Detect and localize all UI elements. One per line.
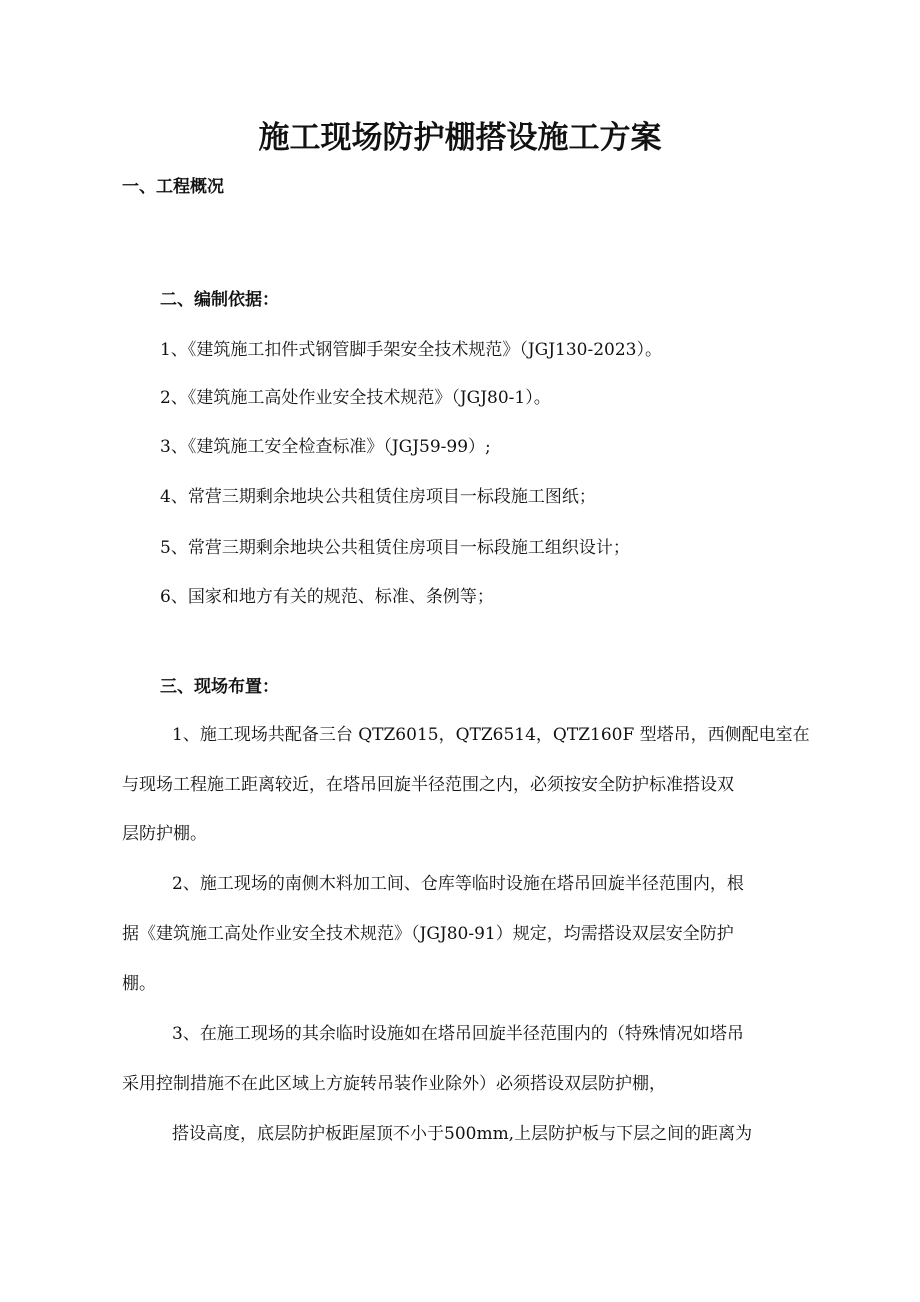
list-item: 2、《建筑施工高处作业安全技术规范》（JGJ80-1）。	[160, 388, 551, 408]
paragraph-line: 2、施工现场的南侧木料加工间、仓库等临时设施在塔吊回旋半径范围内，根	[172, 874, 744, 894]
paragraph-line: 采用控制措施不在此区域上方旋转吊装作业除外）必须搭设双层防护棚，	[122, 1074, 666, 1094]
list-item: 3、《建筑施工安全检查标准》（JGJ59-99）;	[160, 437, 491, 457]
section-heading-overview: 一、工程概况	[122, 177, 224, 197]
page-title: 施工现场防护棚搭设施工方案	[258, 120, 662, 156]
paragraph-line: 据《建筑施工高处作业安全技术规范》（JGJ80-91）规定，均需搭设双层安全防护	[122, 924, 734, 944]
list-item: 6、国家和地方有关的规范、标准、条例等；	[160, 587, 494, 607]
paragraph-line: 与现场工程施工距离较近，在塔吊回旋半径范围之内，必须按安全防护标准搭设双	[122, 775, 734, 795]
paragraph-line: 棚。	[122, 974, 156, 994]
list-item: 1、《建筑施工扣件式钢管脚手架安全技术规范》（JGJ130-2023）。	[160, 340, 662, 360]
paragraph-line: 1、施工现场共配备三台 QTZ6015，QTZ6514，QTZ160F 型塔吊，西侧配电室在	[172, 725, 810, 745]
paragraph-line: 3、在施工现场的其余临时设施如在塔吊回旋半径范围内的（特殊情况如塔吊	[172, 1024, 744, 1044]
paragraph-line: 层防护棚。	[122, 824, 207, 844]
list-item: 4、常营三期剩余地块公共租赁住房项目一标段施工图纸；	[160, 487, 596, 507]
section-heading-layout: 三、现场布置：	[160, 677, 279, 697]
section-heading-basis: 二、编制依据：	[160, 290, 279, 310]
paragraph-line: 搭设高度，底层防护板距屋顶不小于500mm,上层防护板与下层之间的距离为	[172, 1124, 753, 1144]
list-item: 5、常营三期剩余地块公共租赁住房项目一标段施工组织设计；	[160, 538, 630, 558]
